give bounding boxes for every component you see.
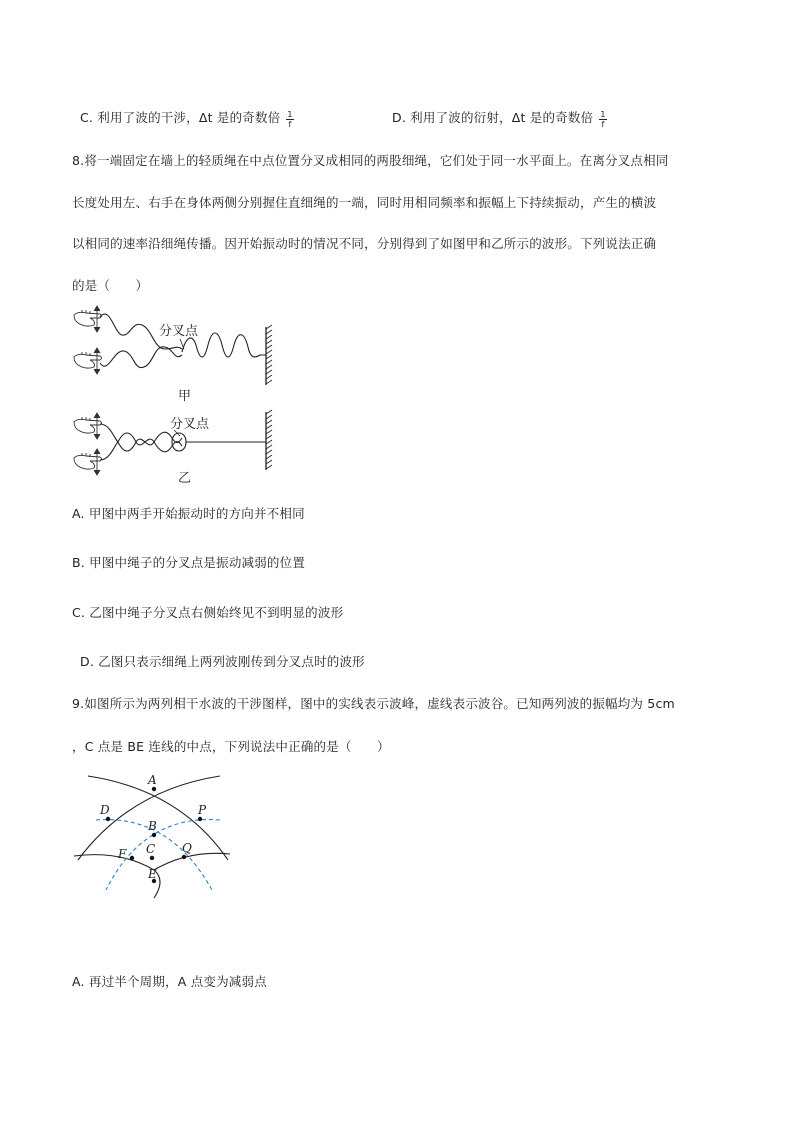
q8-option-a: A. 甲图中两手开始振动时的方向并不相同 [72, 506, 305, 521]
hand-icon [74, 449, 102, 475]
fork-label: 分叉点 [159, 324, 199, 339]
label-a: A [148, 773, 157, 787]
q8-figure-yi [70, 408, 300, 488]
point-b [152, 833, 156, 837]
q7-option-c-text: C. 利用了波的干涉，Δt 是的奇数倍 [80, 110, 281, 125]
crest-arc-inner-2 [154, 853, 230, 870]
point-f [130, 856, 134, 860]
hand-icon [74, 306, 102, 332]
q9-option-a: A. 再过半个周期，A 点变为减弱点 [72, 974, 267, 989]
q8-stem-line-4: 的是（ ） [72, 278, 149, 293]
wall-hatching [266, 410, 272, 469]
fork-pointer [180, 339, 184, 349]
point-c [150, 856, 154, 860]
fraction: $\frac{1}{f}$ [600, 110, 606, 129]
label-f: F [118, 847, 127, 861]
q7-option-d-text: D. 利用了波的衍射，Δt 是的奇数倍 [392, 110, 594, 125]
q8-option-c: C. 乙图中绳子分叉点右侧始终见不到明显的波形 [72, 605, 344, 620]
point-q [182, 855, 186, 859]
figure-caption-yi: 乙 [178, 471, 192, 486]
point-p [198, 817, 202, 821]
point-d [106, 817, 110, 821]
label-p: P [198, 803, 207, 817]
q8-stem-line-1: 8.将一端固定在墙上的轻质绳在中点位置分叉成相同的两股细绳，它们处于同一水平面上。在离分叉点相同 [72, 153, 669, 168]
q7-option-d [392, 108, 607, 128]
q9-stem-line-2: ，C 点是 BE 连线的中点，下列说法中正确的是（ ） [72, 739, 390, 754]
fraction: $\frac{1}{f}$ [287, 110, 293, 129]
q9-stem-line-1: 9.如图所示为两列相干水波的干涉图样，图中的实线表示波峰，虚线表示波谷。已知两列波的振幅均为 5cm [72, 696, 675, 711]
q8-stem-line-3: 以相同的速率沿细绳传播。因开始振动时的情况不同，分别得到了如图甲和乙所示的波形。下列说法正确 [72, 236, 657, 251]
q8-stem-line-2: 长度处用左、右手在身体两侧分别握住直细绳的一端，同时用相同频率和振幅上下持续振动，产生的横波 [72, 195, 657, 210]
figure-caption-jia: 甲 [178, 389, 192, 404]
q8-option-d: D. 乙图只表示细绳上两列波刚传到分叉点时的波形 [80, 654, 365, 669]
hand-icon [74, 413, 102, 439]
lower-branch [100, 439, 182, 460]
label-d: D [100, 803, 110, 817]
q8-figure-jia [70, 305, 300, 405]
q9-interference-figure [70, 770, 240, 900]
label-b: B [148, 819, 157, 833]
wall-hatching [266, 325, 272, 384]
hand-icon [74, 348, 102, 374]
label-c: C [146, 842, 156, 856]
q7-option-c [80, 108, 294, 128]
label-q: Q [182, 841, 192, 855]
label-e: E [148, 867, 157, 881]
q8-option-b: B. 甲图中绳子的分叉点是振动减弱的位置 [72, 555, 306, 570]
fork-label: 分叉点 [170, 417, 210, 432]
lower-wave [100, 347, 182, 368]
point-a [152, 787, 156, 791]
